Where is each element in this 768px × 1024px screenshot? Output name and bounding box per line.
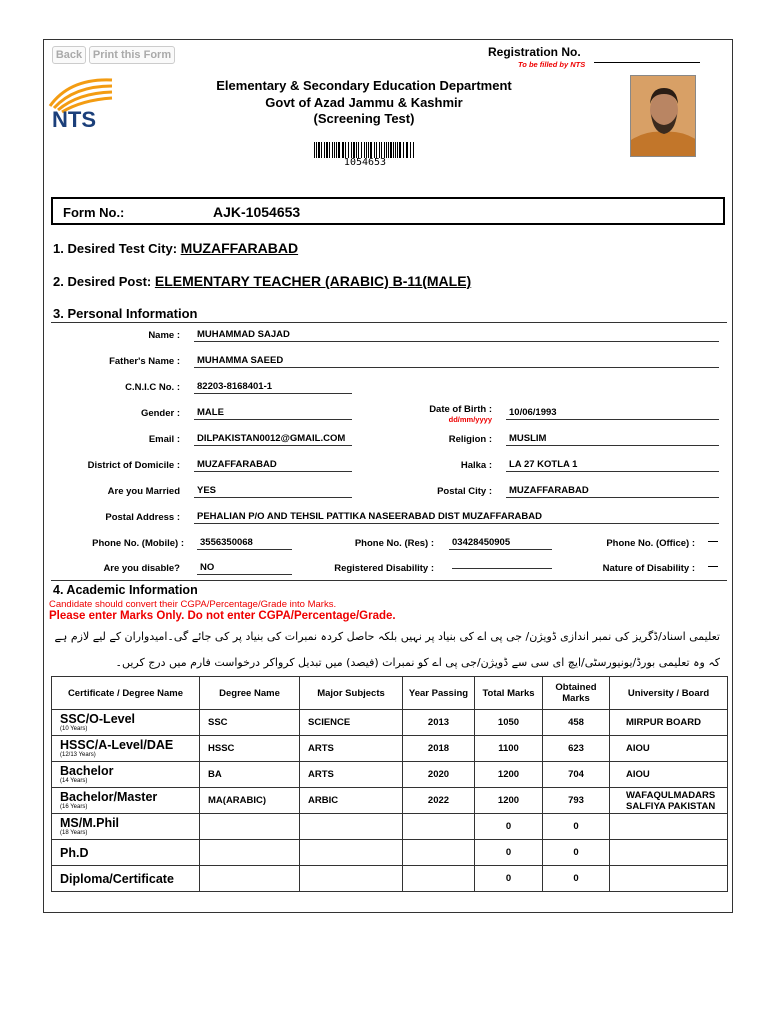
- barcode-bar: [361, 142, 362, 158]
- degree-name-cell[interactable]: [200, 866, 300, 892]
- barcode-bar: [413, 142, 414, 158]
- col-degree-name: Degree Name: [200, 677, 300, 710]
- barcode-bar: [364, 142, 365, 158]
- form-number-box: [51, 197, 725, 225]
- candidate-photo: [630, 75, 696, 157]
- academic-row: [52, 814, 728, 840]
- form-number-value: AJK-1054653: [213, 204, 301, 220]
- academic-row: [52, 788, 728, 814]
- personal-divider: [51, 322, 727, 323]
- barcode-bar: [336, 142, 337, 158]
- certificate-label: SSC/O-Level: [60, 712, 136, 726]
- domicile-field[interactable]: MUZAFFARABAD: [194, 459, 352, 472]
- email-label: Email :: [148, 434, 180, 445]
- barcode-bar: [374, 142, 375, 158]
- obtained-marks-cell[interactable]: 458: [543, 710, 610, 736]
- certificate-years: (12/13 Years): [60, 752, 96, 758]
- major-subjects-cell[interactable]: ARTS: [300, 762, 403, 788]
- father-name-label: Father's Name :: [109, 356, 180, 367]
- year-passing-cell[interactable]: 2020: [403, 762, 475, 788]
- academic-row: [52, 762, 728, 788]
- major-subjects-cell[interactable]: [300, 866, 403, 892]
- desired-post-value: ELEMENTARY TEACHER (ARABIC) B-11(MALE): [154, 273, 472, 289]
- year-passing-cell[interactable]: [403, 840, 475, 866]
- religion-label: Religion :: [448, 434, 492, 445]
- barcode-bar: [342, 142, 344, 158]
- university-board-cell[interactable]: [610, 866, 728, 892]
- major-subjects-cell[interactable]: ARBIC: [300, 788, 403, 814]
- year-passing-cell[interactable]: 2018: [403, 736, 475, 762]
- certificate-label: MS/M.Phil: [60, 816, 120, 830]
- desired-city-value: MUZAFFARABAD: [180, 240, 299, 256]
- domicile-label: District of Domicile :: [87, 460, 180, 471]
- col-year-passing: Year Passing: [403, 677, 475, 710]
- nts-logo-text: NTS: [52, 107, 96, 132]
- barcode-bar: [345, 142, 346, 158]
- government-title: Govt of Azad Jammu & Kashmir: [265, 95, 463, 110]
- barcode-bar: [318, 142, 320, 158]
- barcode-bar: [329, 142, 330, 158]
- barcode-bar: [376, 142, 377, 158]
- mobile-field[interactable]: 3556350068: [197, 537, 292, 550]
- barcode-bar: [334, 142, 335, 158]
- department-title: Elementary & Secondary Education Department: [216, 78, 512, 93]
- barcode-bar: [338, 142, 340, 158]
- form-number-label: Form No.:: [63, 205, 125, 220]
- registration-label: Registration No.: [488, 45, 581, 59]
- year-passing-cell[interactable]: [403, 866, 475, 892]
- gender-label: Gender :: [140, 408, 180, 419]
- office-phone-label: Phone No. (Office) :: [606, 538, 695, 549]
- certificate-name: [52, 762, 200, 788]
- barcode-bar: [324, 142, 325, 158]
- col-university-board: University / Board: [610, 677, 728, 710]
- disable-label: Are you disable?: [103, 563, 180, 574]
- obtained-marks-cell[interactable]: 623: [543, 736, 610, 762]
- year-passing-cell[interactable]: 2022: [403, 788, 475, 814]
- postal-address-label: Postal Address :: [105, 512, 180, 523]
- barcode-bar: [397, 142, 398, 158]
- academic-divider: [51, 580, 727, 581]
- certificate-years: (10 Years): [60, 726, 88, 732]
- certificate-name: [52, 788, 200, 814]
- certificate-label: HSSC/A-Level/DAE: [60, 738, 174, 752]
- barcode-bar: [314, 142, 315, 158]
- col-major-subjects: Major Subjects: [300, 677, 403, 710]
- col-certificate: Certificate / Degree Name: [52, 677, 200, 710]
- personal-info-heading: 3. Personal Information: [53, 306, 198, 321]
- desired-city-label: 1. Desired Test City:: [53, 241, 178, 256]
- academic-heading: 4. Academic Information: [53, 583, 198, 597]
- cnic-field[interactable]: 82203-8168401-1: [194, 381, 352, 394]
- married-label: Are you Married: [107, 486, 180, 497]
- name-field[interactable]: MUHAMMAD SAJAD: [194, 329, 719, 342]
- urdu-instruction-2: کہ وہ تعلیمی بورڈ/یونیورسٹی/ایچ ای سی سے ڈویژن/جی پی اے کو نمبرات (فیصد) میں تبدیل کرواکر درخواست فارم میں درج کریں۔: [115, 656, 720, 669]
- barcode-bar: [358, 142, 359, 158]
- certificate-years: (18 Years): [60, 830, 88, 836]
- total-marks-cell[interactable]: 1200: [475, 788, 543, 814]
- total-marks-cell[interactable]: 0: [475, 840, 543, 866]
- gender-field[interactable]: MALE: [194, 407, 352, 420]
- academic-row: [52, 710, 728, 736]
- university-board-cell[interactable]: AIOU: [610, 736, 728, 762]
- year-passing-cell[interactable]: 2013: [403, 710, 475, 736]
- barcode-bar: [381, 142, 382, 158]
- desired-post-row: [53, 273, 471, 289]
- nature-disability-label: Nature of Disability :: [602, 563, 695, 574]
- barcode-bar: [332, 142, 333, 158]
- certificate-label: Bachelor/Master: [60, 790, 158, 804]
- total-marks-cell[interactable]: 1100: [475, 736, 543, 762]
- university-board-cell[interactable]: MIRPUR BOARD: [610, 710, 728, 736]
- mobile-label: Phone No. (Mobile) :: [92, 538, 184, 549]
- barcode-bar: [403, 142, 404, 158]
- test-title: (Screening Test): [313, 111, 415, 126]
- barcode-bar: [388, 142, 389, 158]
- col-obtained-marks: Obtained Marks: [543, 677, 610, 710]
- urdu-instruction-1: تعلیمی اسناد/ڈگریز کی نمبر اندازی ڈویژن/ جی پی اے کی بنیاد پر نہیں بلکہ حاصل کردہ نمبرات کی بنیاد پر کی جائے گی۔امیدواران کے لیے لازم ہے: [54, 630, 720, 643]
- degree-name-cell[interactable]: SSC: [200, 710, 300, 736]
- academic-row: [52, 840, 728, 866]
- name-label: Name :: [148, 330, 180, 341]
- obtained-marks-cell[interactable]: 0: [543, 814, 610, 840]
- father-name-field[interactable]: MUHAMMA SAEED: [194, 355, 719, 368]
- total-marks-cell[interactable]: 1050: [475, 710, 543, 736]
- academic-row: [52, 866, 728, 892]
- major-subjects-cell[interactable]: [300, 840, 403, 866]
- barcode-bar: [390, 142, 392, 158]
- university-board-cell[interactable]: [610, 814, 728, 840]
- certificate-label: Bachelor: [60, 764, 114, 778]
- year-passing-cell[interactable]: [403, 814, 475, 840]
- certificate-years: (14 Years): [60, 778, 88, 784]
- registration-line: [594, 62, 700, 63]
- res-phone-field[interactable]: 03428450905: [449, 537, 552, 550]
- disable-field[interactable]: NO: [197, 562, 292, 575]
- barcode-bar: [386, 142, 387, 158]
- barcode-bar: [384, 142, 385, 158]
- nature-disability-field[interactable]: —: [708, 561, 718, 572]
- obtained-marks-cell[interactable]: 0: [543, 866, 610, 892]
- degree-name-cell[interactable]: MA(ARABIC): [200, 788, 300, 814]
- barcode-bar: [370, 142, 372, 158]
- certificate-label: Ph.D: [60, 845, 89, 860]
- dob-hint: dd/mm/yyyy: [448, 415, 492, 424]
- certificate-label: Diploma/Certificate: [60, 871, 174, 886]
- barcode-bar: [326, 142, 328, 158]
- certificate-years: (16 Years): [60, 804, 88, 810]
- office-phone-field[interactable]: —: [708, 536, 718, 547]
- obtained-marks-cell[interactable]: 793: [543, 788, 610, 814]
- degree-name-cell[interactable]: [200, 814, 300, 840]
- barcode-bar: [348, 142, 349, 158]
- postal-city-field[interactable]: MUZAFFARABAD: [506, 485, 719, 498]
- university-board-cell[interactable]: WAFAQULMADARS SALFIYA PAKISTAN: [610, 788, 728, 814]
- nts-logo: [46, 76, 126, 132]
- cnic-label: C.N.I.C No. :: [125, 382, 180, 393]
- degree-name-cell[interactable]: HSSC: [200, 736, 300, 762]
- col-total-marks: Total Marks: [475, 677, 543, 710]
- barcode: [314, 142, 416, 158]
- university-board-cell[interactable]: AIOU: [610, 762, 728, 788]
- barcode-bar: [395, 142, 396, 158]
- total-marks-cell[interactable]: 1200: [475, 762, 543, 788]
- certificate-name: [52, 866, 200, 892]
- barcode-bar: [406, 142, 408, 158]
- application-form: [43, 39, 733, 913]
- barcode-bar: [316, 142, 317, 158]
- dob-field[interactable]: 10/06/1993: [506, 407, 719, 420]
- total-marks-cell[interactable]: 0: [475, 866, 543, 892]
- barcode-bar: [356, 142, 357, 158]
- degree-name-cell[interactable]: [200, 840, 300, 866]
- academic-note-convert: Candidate should convert their CGPA/Percentage/Grade into Marks.: [49, 599, 337, 610]
- desired-city-row: [53, 240, 298, 256]
- obtained-marks-cell[interactable]: 0: [543, 840, 610, 866]
- barcode-number: 1054653: [343, 157, 387, 168]
- barcode-bar: [379, 142, 380, 158]
- academic-table: [51, 676, 728, 892]
- obtained-marks-cell[interactable]: 704: [543, 762, 610, 788]
- barcode-bar: [366, 142, 367, 158]
- barcode-bar: [351, 142, 352, 158]
- halka-field[interactable]: LA 27 KOTLA 1: [506, 459, 719, 472]
- barcode-bar: [353, 142, 355, 158]
- certificate-name: [52, 710, 200, 736]
- registered-disability-field[interactable]: [452, 556, 552, 569]
- major-subjects-cell[interactable]: ARTS: [300, 736, 403, 762]
- certificate-name: [52, 736, 200, 762]
- back-button[interactable]: Back: [52, 46, 86, 64]
- dob-label: Date of Birth :: [429, 404, 492, 415]
- major-subjects-cell[interactable]: SCIENCE: [300, 710, 403, 736]
- registration-note: To be filled by NTS: [518, 60, 586, 69]
- academic-table-header: [52, 677, 728, 710]
- email-field[interactable]: DILPAKISTAN0012@GMAIL.COM: [194, 433, 352, 446]
- total-marks-cell[interactable]: 0: [475, 814, 543, 840]
- barcode-bar: [399, 142, 401, 158]
- certificate-name: [52, 840, 200, 866]
- postal-address-field[interactable]: PEHALIAN P/O AND TEHSIL PATTIKA NASEERABAD DIST MUZAFFARABAD: [194, 511, 719, 524]
- res-phone-label: Phone No. (Res) :: [354, 538, 434, 549]
- university-board-cell[interactable]: [610, 840, 728, 866]
- academic-note-marks-only: Please enter Marks Only. Do not enter CGPA/Percentage/Grade.: [49, 610, 396, 622]
- desired-post-label: 2. Desired Post:: [53, 274, 152, 289]
- major-subjects-cell[interactable]: [300, 814, 403, 840]
- barcode-bar: [410, 142, 411, 158]
- certificate-name: [52, 814, 200, 840]
- postal-city-label: Postal City :: [437, 486, 492, 497]
- print-form-button[interactable]: Print this Form: [89, 46, 175, 64]
- married-field[interactable]: YES: [194, 485, 352, 498]
- halka-label: Halka :: [460, 460, 492, 471]
- religion-field[interactable]: MUSLIM: [506, 433, 719, 446]
- academic-row: [52, 736, 728, 762]
- barcode-bar: [321, 142, 322, 158]
- barcode-bar: [368, 142, 369, 158]
- degree-name-cell[interactable]: BA: [200, 762, 300, 788]
- registered-disability-label: Registered Disability :: [334, 563, 434, 574]
- barcode-bar: [393, 142, 394, 158]
